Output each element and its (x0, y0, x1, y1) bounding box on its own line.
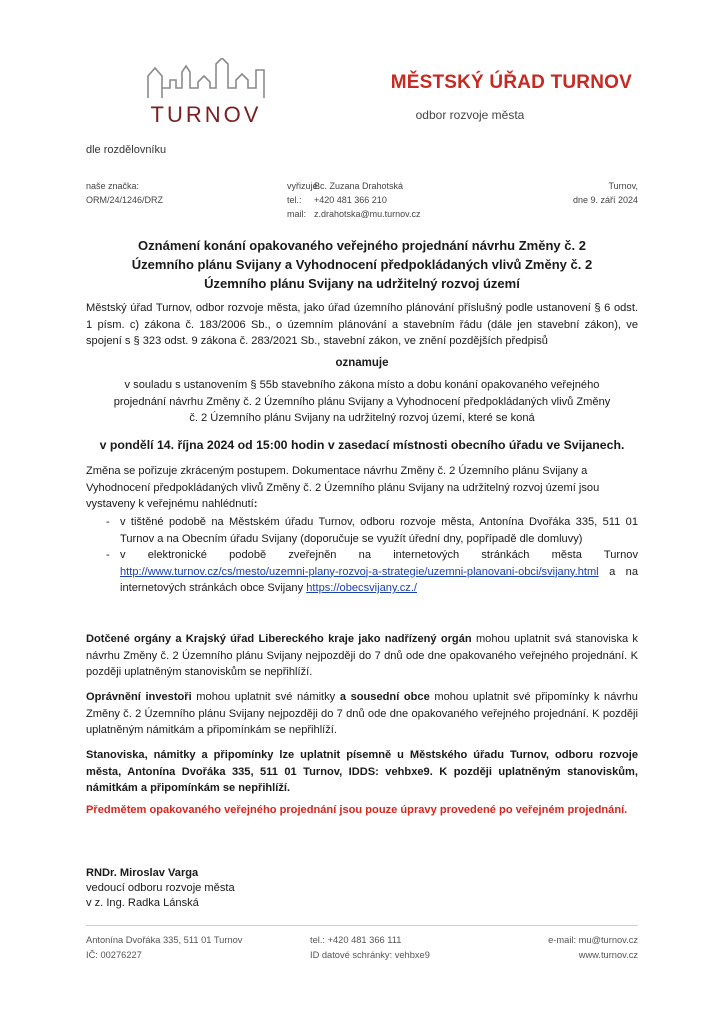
footer-address (86, 933, 242, 963)
svijany-website-link[interactable]: https://obecsvijany.cz./ (306, 582, 418, 594)
accordance-paragraph (96, 377, 628, 427)
title-line-3: Územního plánu Svijany na udržitelný rozvoj území (204, 276, 520, 291)
list-item-text: v tištěné podobě na Městském úřadu Turnov, odboru rozvoje města, Antonína Dvořáka 335, 511 01 Turnov a na Obecním úřadu Svijany (doporučuje se využít úřední dny, popřípadě dle domluvy) (120, 516, 638, 545)
hearing-date: v pondělí 14. října 2024 od 15:00 hodin v zasedací místnosti obecního úřadu ve Svijanech. (99, 438, 625, 452)
footer-email[interactable]: e-mail: mu@turnov.cz (548, 935, 638, 945)
document-date: dne 9. září 2024 (572, 195, 638, 205)
mail-label: mail: (287, 209, 307, 219)
submission-paragraph: Stanoviska, námitky a připomínky lze uplatnit písemně u Městského úřadu Turnov, odboru rozvoje města, Antonína Dvořáka 335, 511 01 Turnov, IDDS: vehbxe9. K později uplatněným stanoviskům, námitkám a připomínkám se nepřihlíží. (86, 749, 638, 794)
accordance-line-2: projednání návrhu Změny č. 2 Územního plánu Svijany a Vyhodnocení předpokládaných vlivů Změny (113, 395, 611, 408)
investors-bold-2: a sousední obce (339, 691, 430, 703)
procedure-colon: : (253, 498, 258, 510)
footer-street: Antonína Dvořáka 335, 511 01 Turnov (86, 935, 243, 945)
organs-paragraph (86, 631, 638, 681)
phone-value: +420 481 366 210 (314, 195, 387, 205)
signatory-name: RNDr. Miroslav Varga (86, 867, 199, 879)
list-item (86, 514, 638, 547)
document-title (100, 236, 624, 293)
investors-text-2: mohou uplatnit své připomínky k návrhu Změny č. 2 Územního plánu Svijany nejpozději do 7 dnů ode dne opakovaného veřejného projednání. K později uplatněným námitkám a připomínkám se nepřihlíží. (86, 691, 638, 736)
list-item-text (120, 547, 638, 597)
turnov-logo (146, 58, 266, 128)
list-item (86, 547, 638, 597)
footer-web[interactable]: www.turnov.cz (578, 950, 638, 960)
mail-value[interactable]: z.drahotska@mu.turnov.cz (314, 209, 421, 219)
recipient: dle rozdělovníku (86, 144, 167, 156)
list-dash: - (106, 549, 110, 561)
announce-word: oznamuje (335, 357, 389, 369)
organs-bold: Dotčené orgány a Krajský úřad Libereckého kraje jako nadřízený orgán (86, 633, 472, 645)
procedure-text: Změna se pořizuje zkráceným postupem. Dokumentace návrhu Změny č. 2 Územního plánu Svijany a Vyhodnocení předpokládaných vlivů Změny č. 2 Územního plánu Svijany na udržitelný rozvoj území jsou vystaveny k veřejnému nahlédnutí (86, 465, 600, 510)
footer-data-box: ID datové schránky: vehbxe9 (310, 950, 430, 960)
phone-label: tel.: (287, 195, 302, 205)
red-notice: Předmětem opakovaného veřejného projednání jsou pouze úpravy provedené po veřejném projednání. (86, 804, 628, 816)
availability-list (86, 514, 638, 597)
investors-bold-1: Oprávnění investoři (86, 691, 192, 703)
accordance-line-1: v souladu s ustanovením § 55b stavebního zákona místo a dobu konání opakovaného veřejného (124, 379, 600, 391)
procedure-paragraph (86, 463, 638, 513)
place: Turnov, (608, 181, 638, 191)
office-title: MĚSTSKÝ ÚŘAD TURNOV (390, 72, 632, 93)
signatory-position: vedoucí odboru rozvoje města (86, 882, 235, 894)
footer-contact (310, 933, 430, 963)
date-block (540, 179, 638, 207)
list-item-middle: a na internetových stránkách obce Svijany (120, 565, 638, 594)
list-dash: - (106, 516, 110, 528)
turnov-website-link[interactable]: http://www.turnov.cz/cs/mesto/uzemni-plany-rozvoj-a-strategie/uzemni-planovani-obci/svijany.html (120, 565, 599, 578)
contact-values (314, 179, 421, 221)
accordance-line-3: č. 2 Územního plánu Svijany na udržitelný rozvoj území, které se koná (189, 412, 535, 424)
reference-value: ORM/24/1246/DRZ (86, 195, 164, 205)
intro-paragraph: Městský úřad Turnov, odbor rozvoje města, jako úřad územního plánování příslušný podle ustanovení § 6 odst. 1 písm. c) zákona č. 183/2006 Sb., o územním plánování a stavebním řádu (dále jen stavební zákon), ve spojení s § 323 odst. 9 zákona č. 283/2021 Sb., stavební zákon, ve znění pozdějších předpisů (86, 302, 638, 347)
signatory-deputy: v z. Ing. Radka Lánská (86, 897, 199, 909)
signature-block (86, 866, 235, 911)
town-skyline-icon (146, 58, 266, 102)
title-line-2: Územního plánu Svijany a Vyhodnocení předpokládaných vlivů Změny č. 2 (131, 257, 593, 272)
footer-ico: IČ: 00276227 (86, 950, 142, 960)
handler-label: vyřizuje: (287, 181, 321, 191)
footer-online (520, 933, 638, 963)
logo-text: TURNOV (150, 102, 262, 127)
title-line-1: Oznámení konání opakovaného veřejného projednání návrhu Změny č. 2 (138, 238, 586, 253)
office-department: odbor rozvoje města (415, 108, 525, 122)
reference-label: naše značka: (86, 181, 140, 191)
footer-phone: tel.: +420 481 366 111 (310, 935, 402, 945)
investors-paragraph (86, 689, 638, 739)
organs-text: mohou uplatnit svá stanoviska k návrhu Změny č. 2 Územního plánu Svijany nejpozději do 7 dnů ode dne opakovaného veřejného projednání. K později uplatněným stanoviskům se nepřihlíží. (86, 633, 638, 678)
handler-value: Bc. Zuzana Drahotská (314, 181, 404, 191)
footer-divider (86, 925, 638, 926)
reference-block (86, 179, 163, 207)
list-item-prefix: v elektronické podobě zveřejněn na internetových stránkách města Turnov (120, 549, 638, 561)
investors-text-1: mohou uplatnit své námitky (191, 691, 340, 703)
